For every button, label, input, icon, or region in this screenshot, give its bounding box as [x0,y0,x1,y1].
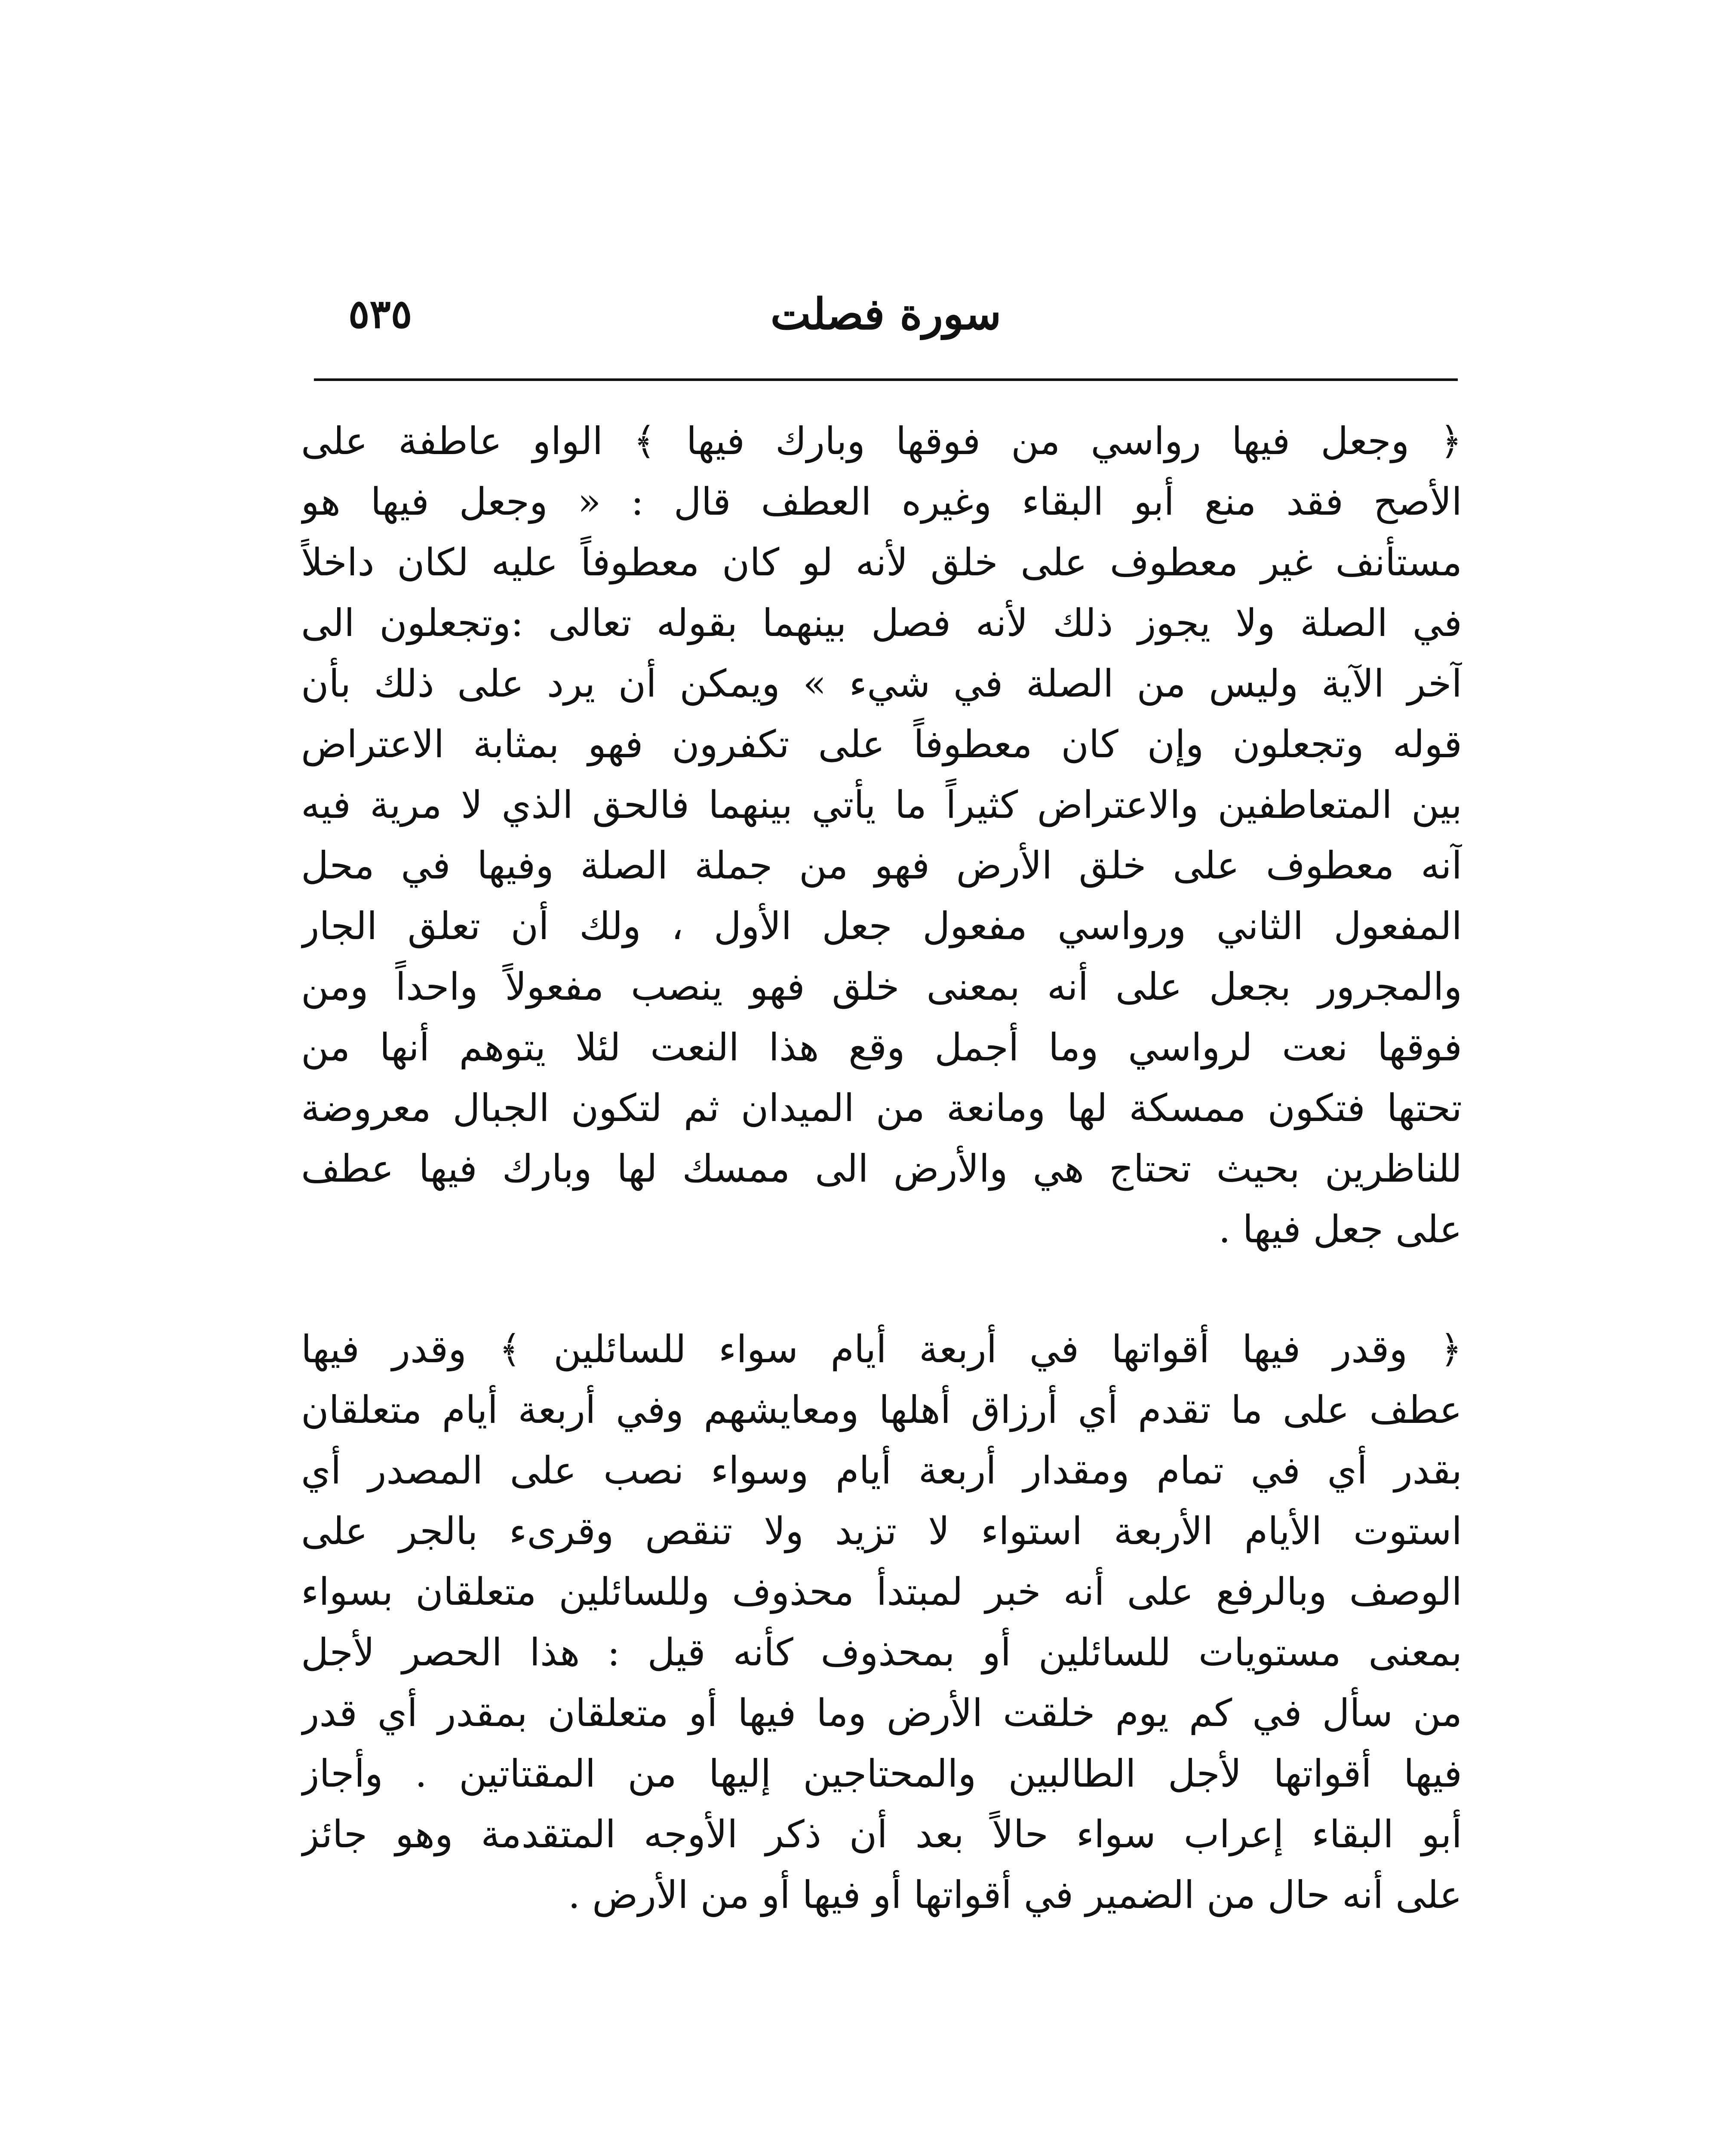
text-line: والمجرور بجعل على أنه بمعنى خلق فهو ينصب مفعولاً واحداً ومن [301,964,1462,1009]
text-line: عطف على ما تقدم أي أرزاق أهلها ومعايشهم وفي أربعة أيام متعلقان [301,1388,1462,1432]
text-line: أبو البقاء إعراب سواء حالاً بعد أن ذكر الأوجه المتقدمة وهو جائز [301,1812,1462,1856]
text-line: مستأنف غير معطوف على خلق لأنه لو كان معطوفاً عليه لكان داخلاً [301,540,1462,584]
body-text [301,411,1462,1925]
page-number: ٥٣٥ [348,291,412,337]
text-line: آخر الآية وليس من الصلة في شيء » ويمكن أن يرد على ذلك بأن [301,661,1462,706]
text-line: الأصح فقد منع أبو البقاء وغيره العطف قال : « وجعل فيها هو [301,479,1462,524]
text-line: بين المتعاطفين والاعتراض كثيراً ما يأتي بينهما فالحق الذي لا مرية فيه [301,783,1462,827]
text-line: الوصف وبالرفع على أنه خبر لمبتدأ محذوف وللسائلين متعلقان بسواء [301,1570,1462,1614]
text-line: ﴿ وقدر فيها أقواتها في أربعة أيام سواء للسائلين ﴾ وقدر فيها [301,1327,1462,1371]
text-line: فيها أقواتها لأجل الطالبين والمحتاجين إليها من المقتاتين . وأجاز [301,1751,1462,1796]
page-header [314,284,1458,344]
text-line: للناظرين بحيث تحتاج هي والأرض الى ممسك لها وبارك فيها عطف [301,1146,1462,1191]
text-line: ﴿ وجعل فيها رواسي من فوقها وبارك فيها ﴾ الواو عاطفة على [301,419,1462,463]
text-line: آنه معطوف على خلق الأرض فهو من جملة الصلة وفيها في محل [301,843,1462,888]
text-line: المفعول الثاني ورواسي مفعول جعل الأول ، ولك أن تعلق الجار [301,904,1462,948]
text-line: فوقها نعت لرواسي وما أجمل وقع هذا النعت لئلا يتوهم أنها من [301,1025,1462,1069]
text-line: في الصلة ولا يجوز ذلك لأنه فصل بينهما بقوله تعالى :وتجعلون الى [301,601,1462,645]
text-line: قوله وتجعلون وإن كان معطوفاً على تكفرون فهو بمثابة الاعتراض [301,722,1462,766]
running-title: سورة فصلت [770,289,1002,339]
header-rule [314,378,1458,381]
paragraph-1 [301,411,1462,1259]
text-line: من سأل في كم يوم خلقت الأرض وما فيها أو متعلقان بمقدر أي قدر [301,1691,1462,1735]
text-line: على أنه حال من الضمير في أقواتها أو فيها أو من الأرض . [568,1873,1462,1917]
paragraph-2 [301,1319,1462,1925]
text-line: بمعنى مستويات للسائلين أو بمحذوف كأنه قيل : هذا الحصر لأجل [301,1630,1462,1674]
text-line: استوت الأيام الأربعة استواء لا تزيد ولا تنقص وقرىء بالجر على [301,1509,1462,1553]
text-line: تحتها فتكون ممسكة لها ومانعة من الميدان ثم لتكون الجبال معروضة [301,1086,1462,1130]
text-line: على جعل فيها . [1218,1207,1462,1251]
text-line: بقدر أي في تمام ومقدار أربعة أيام وسواء نصب على المصدر أي [301,1448,1462,1493]
